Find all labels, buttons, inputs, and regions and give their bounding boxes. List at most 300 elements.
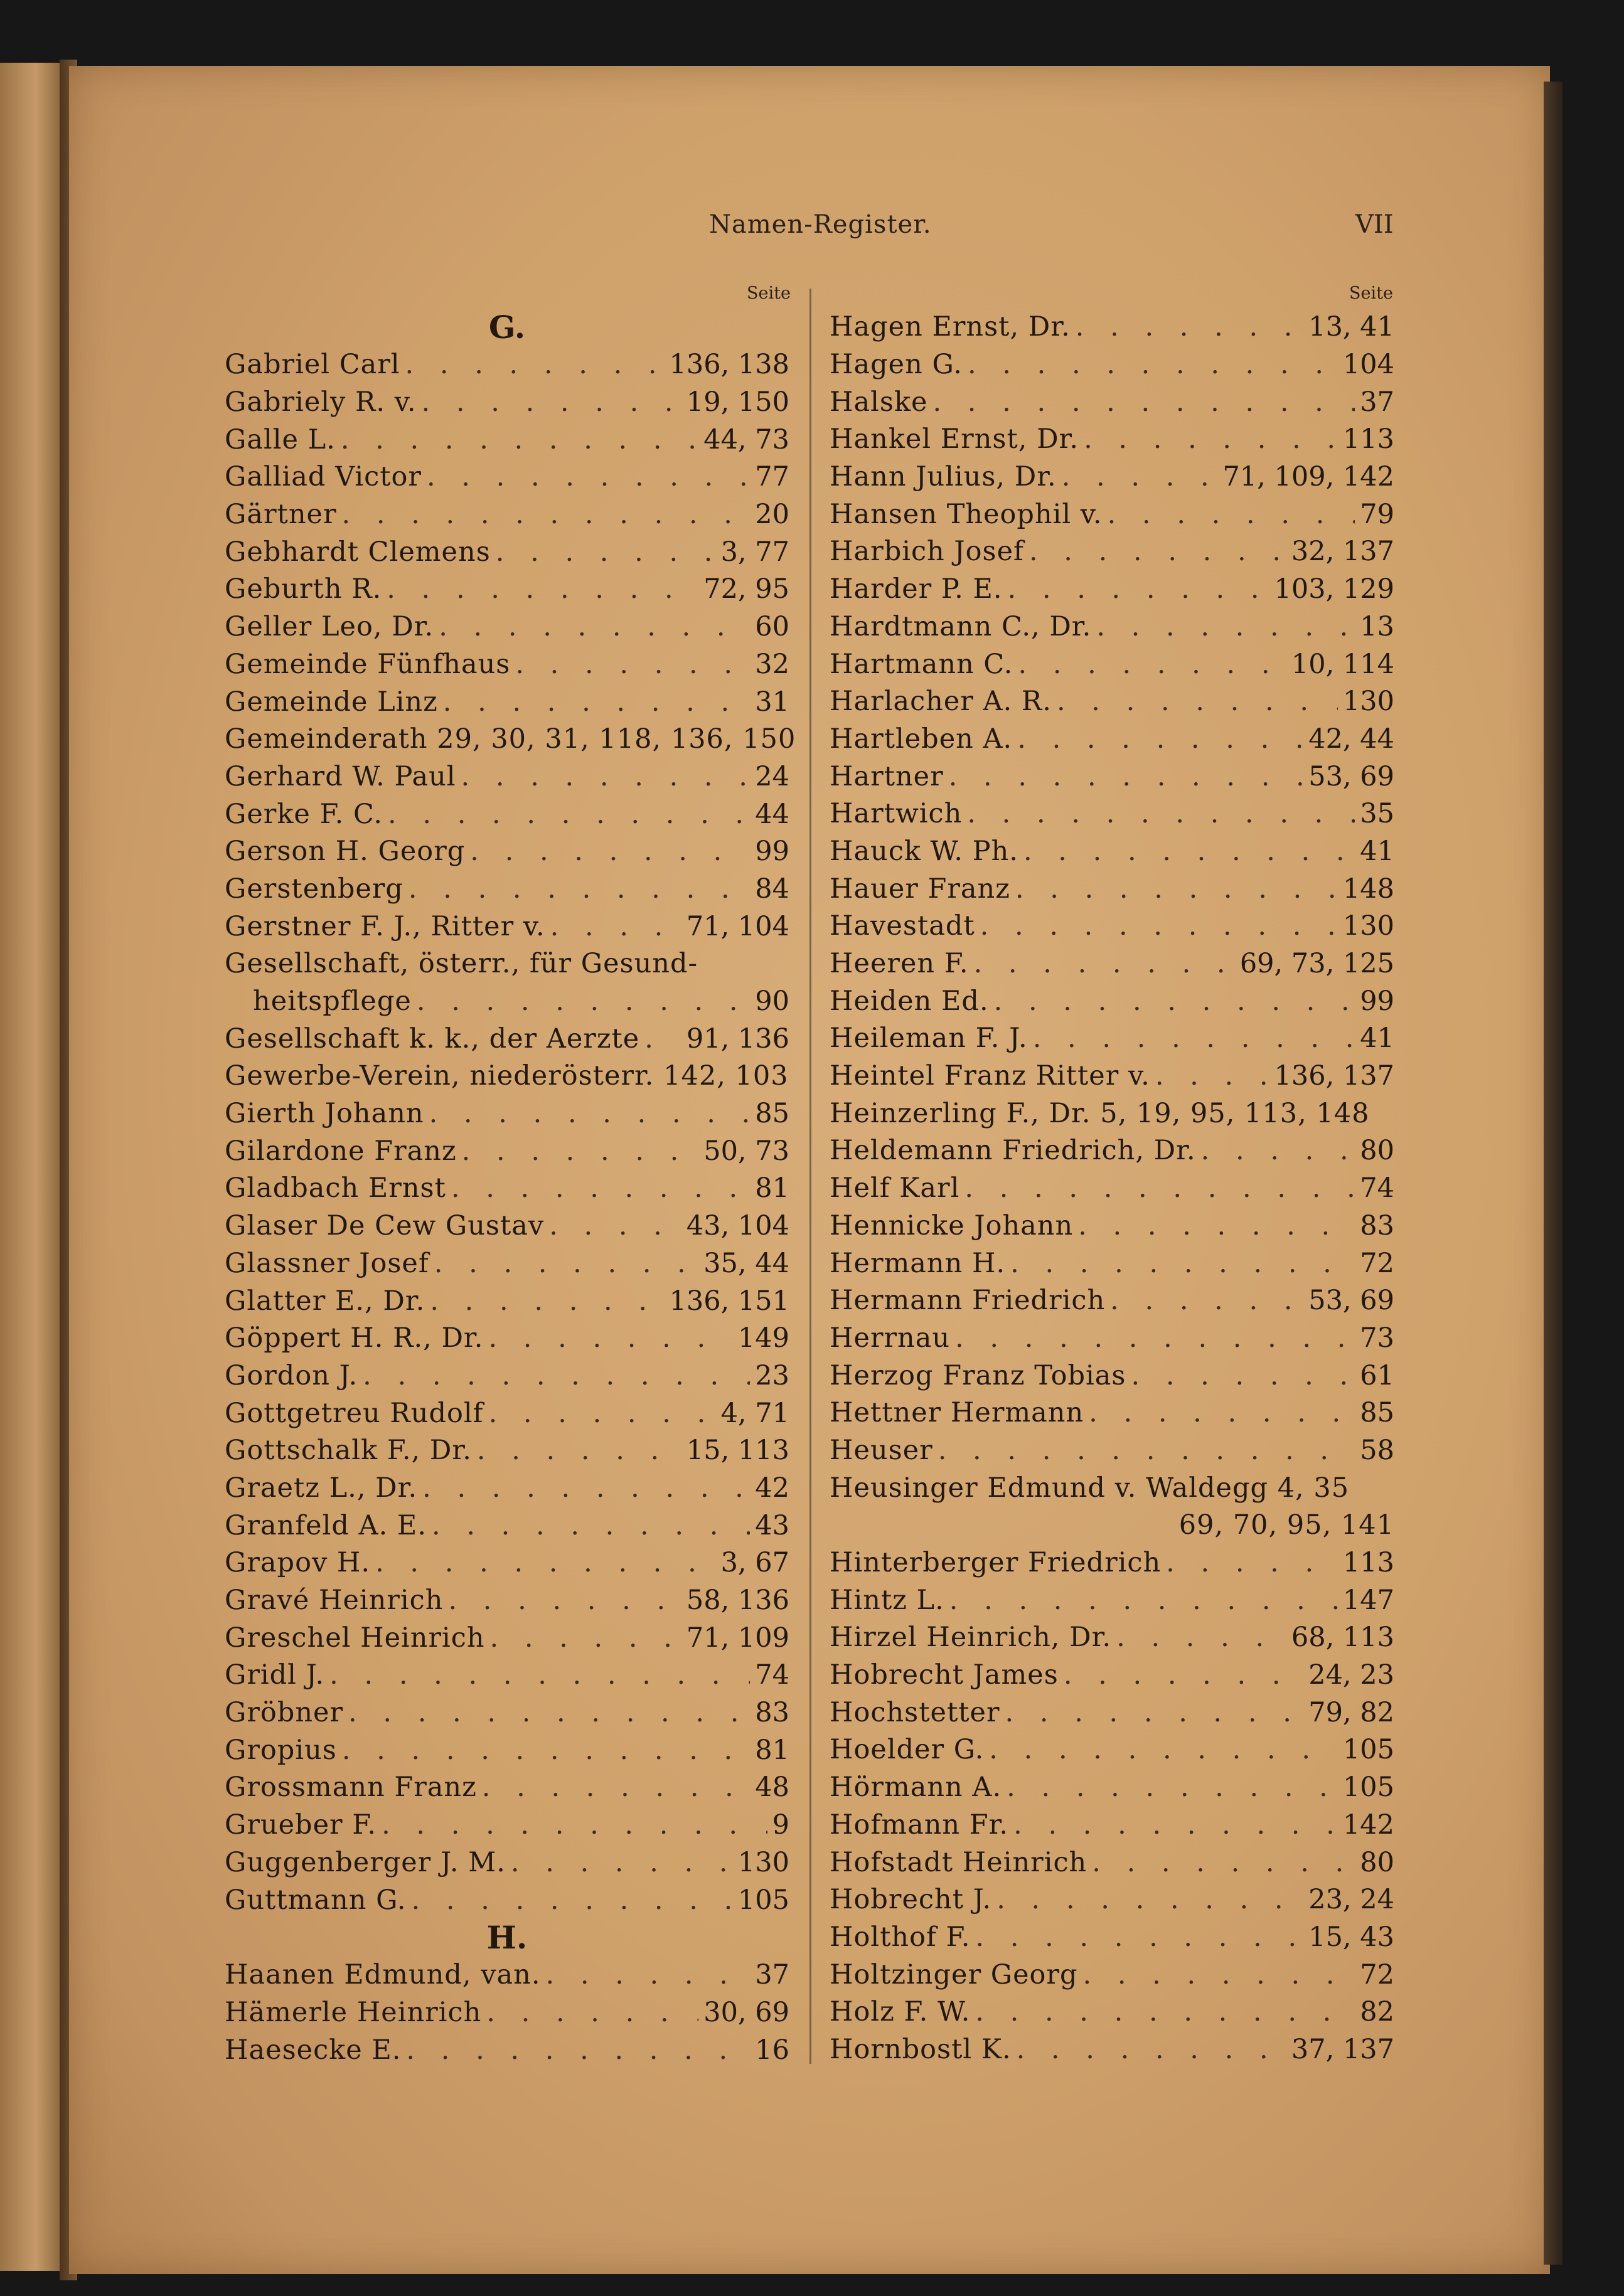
index-entry: [830, 1469, 1394, 1507]
entry-pages: 43, 104: [686, 1210, 789, 1242]
leader-dots: [448, 1587, 681, 1614]
entry-name: Galliad Victor: [225, 461, 422, 493]
seite-label-right: Seite: [1349, 284, 1393, 303]
index-entry: [830, 646, 1394, 683]
index-entry: [830, 721, 1394, 758]
leader-dots: [974, 950, 1235, 977]
index-entry: [225, 609, 789, 646]
index-entry: [830, 683, 1394, 721]
index-entry: [225, 721, 796, 758]
index-entry: [830, 309, 1394, 346]
entry-pages: 37, 137: [1291, 2033, 1394, 2065]
index-entry: [830, 1132, 1394, 1170]
entry-text: Gemeinderath 29, 30, 31, 118, 136, 150: [225, 723, 796, 755]
index-entry: [225, 1170, 789, 1208]
entry-pages: 23: [755, 1359, 789, 1391]
leader-dots: [996, 1886, 1303, 1913]
entry-pages: 69, 73, 125: [1239, 948, 1394, 980]
index-column-right: [830, 309, 1394, 2068]
entry-pages: 60: [755, 611, 789, 643]
leader-dots: [1166, 1549, 1338, 1576]
leader-dots: [1131, 1363, 1355, 1390]
entry-name: Hartner: [830, 760, 944, 792]
leader-dots: [496, 539, 716, 566]
leader-dots: [1096, 614, 1355, 640]
entry-pages: 15, 43: [1308, 1921, 1394, 1953]
entry-pages: 19, 150: [686, 386, 789, 418]
index-entry: [225, 1619, 789, 1657]
leader-dots: [1155, 1063, 1269, 1090]
index-entry: [830, 421, 1394, 459]
entry-name: Hobrecht James: [830, 1659, 1059, 1691]
index-entry: [225, 646, 789, 684]
entry-name: Hankel Ernst, Dr.: [830, 423, 1079, 455]
entry-pages: 32, 137: [1291, 536, 1394, 568]
entry-name: Gottgetreu Rudolf: [225, 1397, 484, 1429]
entry-name: Harder P. E.: [830, 573, 1003, 605]
entry-pages: 58: [1360, 1434, 1394, 1466]
index-entry: [830, 758, 1394, 795]
leader-dots: [461, 763, 751, 790]
leader-dots: [1010, 1250, 1355, 1277]
leader-dots: [949, 763, 1304, 790]
index-entry: [225, 1432, 789, 1470]
index-entry: [225, 1731, 789, 1769]
page-number: VII: [1355, 210, 1394, 239]
leader-dots: [429, 1100, 751, 1127]
leader-dots: [430, 1288, 664, 1315]
leader-dots: [375, 1549, 715, 1576]
index-entry: [225, 871, 789, 908]
leader-dots: [964, 1175, 1355, 1202]
index-column-left: [225, 309, 796, 2069]
entry-pages: 20: [755, 499, 789, 531]
entry-name: Glassner Josef: [225, 1247, 429, 1279]
leader-dots: [412, 1887, 733, 1914]
entry-pages: 50, 73: [703, 1135, 789, 1167]
leader-dots: [1062, 464, 1218, 491]
entry-pages: 10, 114: [1291, 648, 1394, 680]
entry-pages: 105: [1342, 1734, 1394, 1766]
index-entry: [225, 1020, 789, 1058]
entry-name: Hinterberger Friedrich: [830, 1547, 1162, 1579]
entry-name: Holthof F.: [830, 1921, 971, 1953]
index-entry: [225, 459, 789, 496]
entry-pages: 35: [1360, 798, 1394, 830]
leader-dots: [422, 389, 681, 416]
entry-pages: 142: [1342, 1809, 1394, 1841]
entry-name: Göppert H. R., Dr.: [225, 1322, 484, 1354]
index-entry: [225, 758, 789, 796]
entry-name: Holtzinger Georg: [830, 1959, 1078, 1990]
index-entry: [830, 383, 1394, 421]
index-entry: [830, 1357, 1394, 1395]
entry-pages: 105: [737, 1884, 789, 1916]
entry-pages: 41: [1360, 1023, 1394, 1055]
index-entry: [225, 945, 789, 983]
entry-name: Havestadt: [830, 910, 975, 942]
index-entry: [830, 1956, 1394, 1994]
entry-name: Guttmann G.: [225, 1884, 407, 1916]
leader-dots: [1082, 1962, 1355, 1989]
entry-name: Hartwich: [830, 798, 963, 830]
entry-name: Hochstetter: [830, 1696, 1000, 1728]
entry-pages: 104: [1342, 349, 1394, 381]
entry-pages: 77: [755, 461, 789, 493]
index-entry: [830, 1919, 1394, 1957]
index-entry: [830, 1657, 1394, 1694]
entry-text: Heinzerling F., Dr. 5, 19, 95, 113, 148: [830, 1097, 1370, 1129]
index-entry: [830, 2031, 1394, 2069]
entry-name: Gerstenberg: [225, 873, 403, 905]
entry-pages: 53, 69: [1308, 1285, 1394, 1317]
entry-pages: 74: [755, 1659, 789, 1691]
entry-name: Hauck W. Ph.: [830, 835, 1018, 867]
entry-pages: 136, 151: [669, 1285, 789, 1317]
entry-name: Hörmann A.: [830, 1772, 1002, 1804]
entry-pages: 23, 24: [1308, 1884, 1394, 1916]
index-entry: [225, 533, 789, 571]
leader-dots: [462, 1138, 699, 1165]
index-entry: [830, 1020, 1394, 1058]
entry-pages: 42, 44: [1308, 723, 1394, 755]
leader-dots: [1084, 426, 1338, 453]
index-entry: [225, 2031, 789, 2069]
index-entry: [830, 1282, 1394, 1320]
entry-pages: 80: [1360, 1846, 1394, 1878]
entry-pages: 130: [737, 1846, 789, 1878]
entry-pages: 91, 136: [686, 1023, 789, 1055]
index-entry: [830, 1619, 1394, 1657]
entry-name: Hoelder G.: [830, 1734, 985, 1766]
leader-dots: [994, 988, 1355, 1015]
entry-name: Hermann H.: [830, 1247, 1006, 1279]
entry-name: Gerhard W. Paul: [225, 760, 456, 792]
entry-name: Haanen Edmund, van.: [225, 1959, 541, 1991]
entry-name: Heintel Franz Ritter v.: [830, 1060, 1150, 1092]
leader-dots: [482, 1774, 751, 1801]
entry-name: Hettner Hermann: [830, 1397, 1084, 1429]
leader-dots: [955, 1325, 1355, 1352]
entry-pages: 13: [1360, 610, 1394, 642]
index-entry-continuation: [225, 983, 789, 1021]
entry-pages: 72: [1360, 1959, 1394, 1990]
entry-text: Gewerbe-Verein, niederösterr. 142, 103: [225, 1060, 789, 1092]
index-entry: [225, 1358, 789, 1395]
entry-name: Granfeld A. E.: [225, 1509, 427, 1541]
entry-name: Gropius: [225, 1734, 337, 1766]
entry-pages: 37: [755, 1959, 789, 1991]
entry-name: Gordon J.: [225, 1359, 358, 1391]
entry-name: Gabriel Carl: [225, 349, 400, 381]
index-entry: [225, 1582, 789, 1620]
index-entry: [830, 795, 1394, 833]
leader-dots: [938, 1437, 1355, 1464]
leader-dots: [409, 876, 750, 903]
index-entry: [225, 908, 789, 945]
index-entry: [225, 384, 789, 422]
leader-dots: [434, 1250, 698, 1277]
leader-dots: [363, 1363, 750, 1390]
index-entry: [225, 421, 789, 459]
leader-dots: [1017, 726, 1303, 753]
entry-name: Greschel Heinrich: [225, 1622, 485, 1654]
leader-dots: [439, 614, 750, 640]
index-entry: [830, 346, 1394, 384]
entry-name: Gabriely R. v.: [225, 386, 417, 418]
entry-pages: 82: [1360, 1996, 1394, 2028]
entry-pages: 72, 95: [703, 573, 789, 605]
index-entry: [830, 1208, 1394, 1245]
entry-pages: 24: [755, 760, 789, 792]
entry-name: Gottschalk F., Dr.: [225, 1435, 472, 1467]
index-entry: [830, 1320, 1394, 1358]
index-entry: [225, 1957, 789, 1994]
entry-name: Gebhardt Clemens: [225, 536, 491, 568]
index-entry: [225, 1694, 789, 1732]
entry-name: Glaser De Cew Gustav: [225, 1210, 545, 1242]
entry-name: Hofstadt Heinrich: [830, 1846, 1087, 1878]
entry-pages: 71, 109, 142: [1222, 461, 1394, 493]
leader-dots: [1008, 576, 1269, 603]
leader-dots: [1023, 838, 1355, 865]
index-entry: [225, 1994, 789, 2032]
leader-dots: [486, 1999, 698, 2026]
entry-name: Gierth Johann: [225, 1098, 424, 1130]
entry-pages: 99: [1360, 985, 1394, 1017]
index-entry: [830, 1844, 1394, 1881]
entry-pages: 85: [1360, 1397, 1394, 1429]
index-entry: [225, 1769, 789, 1807]
entry-text: Heusinger Edmund v. Waldegg 4, 35: [830, 1472, 1350, 1504]
index-entry: [225, 833, 789, 871]
leader-dots: [644, 1026, 681, 1053]
leader-dots: [488, 1325, 732, 1352]
entry-pages: 103, 129: [1274, 573, 1394, 605]
entry-pages: 53, 69: [1308, 760, 1394, 792]
entry-name: Hennicke Johann: [830, 1209, 1074, 1241]
entry-pages: 80: [1360, 1135, 1394, 1167]
leader-dots: [1029, 538, 1286, 565]
index-entry: [225, 1058, 789, 1095]
index-entry: [225, 795, 789, 833]
leader-dots: [511, 1849, 733, 1876]
leader-dots: [980, 913, 1338, 940]
entry-name: Heldemann Friedrich, Dr.: [830, 1135, 1196, 1167]
entry-name: Gärtner: [225, 499, 337, 531]
entry-name: Gemeinde Fünfhaus: [225, 648, 511, 680]
entry-name: Hardtmann C., Dr.: [830, 610, 1092, 642]
entry-name: Glatter E., Dr.: [225, 1285, 425, 1317]
entry-name: Holz F. W.: [830, 1996, 971, 2028]
leader-dots: [1110, 1287, 1303, 1314]
entry-name: Grueber F.: [225, 1809, 377, 1841]
leader-dots: [1017, 2036, 1286, 2063]
index-entry: [225, 1208, 789, 1245]
leader-dots: [1057, 688, 1338, 715]
index-entry: [225, 1844, 789, 1882]
index-entry: [830, 1881, 1394, 1919]
leader-dots: [405, 351, 665, 378]
index-entry: [830, 1395, 1394, 1432]
index-entry: [830, 945, 1394, 983]
leader-dots: [406, 2037, 750, 2064]
entry-name: Hagen G.: [830, 349, 963, 381]
index-entry: [830, 908, 1394, 945]
index-entry: [225, 1282, 789, 1320]
leader-dots: [975, 1999, 1355, 2026]
entry-name: Heileman F. J.: [830, 1023, 1028, 1055]
entry-name: Heuser: [830, 1434, 933, 1466]
leader-dots: [342, 501, 751, 528]
column-divider: [809, 289, 811, 2064]
leader-dots: [422, 1475, 750, 1502]
entry-name: Hartleben A.: [830, 723, 1013, 755]
entry-pages: 71, 109: [686, 1622, 789, 1654]
leader-dots: [1076, 314, 1303, 341]
entry-pages: 30, 69: [703, 1996, 789, 2028]
entry-name: Gilardone Franz: [225, 1135, 457, 1167]
entry-text: Gesellschaft, österr., für Gesund-: [225, 948, 698, 980]
page-edge-shadow: [1544, 82, 1563, 2265]
leader-dots: [1015, 876, 1338, 903]
entry-pages: 4, 71: [720, 1397, 789, 1429]
entry-pages: 9: [772, 1809, 789, 1841]
entry-name: Heeren F.: [830, 948, 969, 980]
leader-dots: [470, 838, 750, 865]
entry-name: Gesellschaft k. k., der Aerzte: [225, 1023, 640, 1055]
entry-name: Hobrecht J.: [830, 1884, 992, 1916]
leader-dots: [989, 1736, 1338, 1763]
leader-dots: [1007, 1774, 1338, 1801]
index-entry: [830, 609, 1394, 646]
leader-dots: [341, 427, 698, 454]
leader-dots: [1092, 1849, 1355, 1876]
index-entry: [225, 1395, 789, 1432]
index-entry: [225, 1245, 789, 1283]
entry-name: Gravé Heinrich: [225, 1585, 444, 1617]
leader-dots: [427, 464, 750, 491]
entry-pages: 136, 137: [1274, 1060, 1394, 1092]
leader-dots: [1013, 1812, 1338, 1839]
leader-dots: [1018, 651, 1286, 678]
entry-name: Grossmann Franz: [225, 1772, 477, 1804]
entry-pages: 3, 77: [720, 536, 789, 568]
index-entry: [830, 870, 1394, 908]
entry-name: Harbich Josef: [830, 536, 1024, 568]
leader-dots: [1005, 1699, 1304, 1726]
index-entry: [830, 1731, 1394, 1769]
leader-dots: [342, 1737, 750, 1764]
entry-name: Galle L.: [225, 423, 336, 455]
index-entry: [830, 1544, 1394, 1582]
entry-name: heitspflege: [253, 986, 412, 1018]
entry-name: Hintz L.: [830, 1584, 944, 1616]
index-entry: [830, 496, 1394, 533]
entry-pages: 72: [1360, 1247, 1394, 1279]
entry-name: Hauer Franz: [830, 873, 1010, 905]
leader-dots: [549, 1213, 681, 1240]
index-entry: [830, 571, 1394, 609]
entry-name: Hermann Friedrich: [830, 1285, 1106, 1317]
index-entry: [225, 496, 789, 534]
entry-name: Herzog Franz Tobias: [830, 1359, 1126, 1391]
leader-dots: [1064, 1662, 1303, 1689]
leader-dots: [388, 801, 750, 828]
entry-name: Hansen Theophil v.: [830, 498, 1103, 530]
entry-pages: 58, 136: [686, 1585, 789, 1617]
leader-dots: [451, 1175, 750, 1202]
entry-pages: 48: [755, 1772, 789, 1804]
entry-name: Gröbner: [225, 1697, 344, 1729]
leader-dots: [387, 576, 698, 603]
entry-pages: 41: [1360, 835, 1394, 867]
entry-pages: 130: [1342, 686, 1394, 718]
leader-dots: [489, 1400, 716, 1427]
entry-name: Hämerle Heinrich: [225, 1996, 482, 2028]
entry-name: Grapov H.: [225, 1547, 371, 1579]
index-entry: [225, 1320, 789, 1358]
leader-dots: [546, 1962, 751, 1989]
seite-label-left: Seite: [747, 284, 791, 303]
entry-name: Heiden Ed.: [830, 985, 989, 1017]
index-entry: [830, 459, 1394, 496]
leader-dots: [382, 1812, 767, 1839]
entry-name: Helf Karl: [830, 1172, 960, 1204]
entry-pages: 99: [755, 836, 789, 868]
index-entry: [225, 1507, 789, 1544]
entry-pages: 16: [755, 2034, 789, 2066]
entry-name: Graetz L., Dr.: [225, 1472, 418, 1504]
leader-dots: [1089, 1400, 1355, 1427]
index-entry: [225, 571, 789, 609]
entry-pages: 24, 23: [1308, 1659, 1394, 1691]
index-entry-continuation: [830, 1507, 1394, 1544]
index-entry: [830, 833, 1394, 871]
entry-name: Harlacher A. R.: [830, 686, 1052, 718]
entry-name: Gridl J.: [225, 1659, 325, 1691]
leader-dots: [1033, 1025, 1355, 1052]
leader-dots: [348, 1699, 750, 1726]
leader-dots: [329, 1662, 750, 1689]
entry-pages: 90: [755, 986, 789, 1018]
index-entry: [830, 1170, 1394, 1208]
entry-pages: 113: [1342, 423, 1394, 455]
leader-dots: [1116, 1624, 1286, 1651]
index-entry: [830, 982, 1394, 1020]
leader-dots: [932, 389, 1355, 416]
index-entry: [830, 1245, 1394, 1282]
index-entry: [225, 1095, 789, 1133]
entry-name: Hagen Ernst, Dr.: [830, 311, 1071, 343]
leader-dots: [443, 689, 751, 716]
entry-pages: 147: [1342, 1584, 1394, 1616]
index-entry: [830, 1432, 1394, 1470]
entry-pages: 79: [1360, 498, 1394, 530]
entry-pages: 42: [755, 1472, 789, 1504]
entry-name: Hirzel Heinrich, Dr.: [830, 1622, 1112, 1654]
running-head: Namen-Register.: [709, 210, 932, 239]
section-heading: G.: [488, 309, 526, 346]
leader-dots: [967, 800, 1355, 827]
leader-dots: [550, 913, 681, 940]
entry-pages: 15, 113: [686, 1435, 789, 1467]
entry-pages: 37: [1360, 386, 1394, 418]
entry-pages: 113: [1342, 1547, 1394, 1579]
entry-pages: 3, 67: [720, 1547, 789, 1579]
entry-pages: 105: [1342, 1772, 1394, 1804]
index-entry: [225, 1544, 789, 1582]
